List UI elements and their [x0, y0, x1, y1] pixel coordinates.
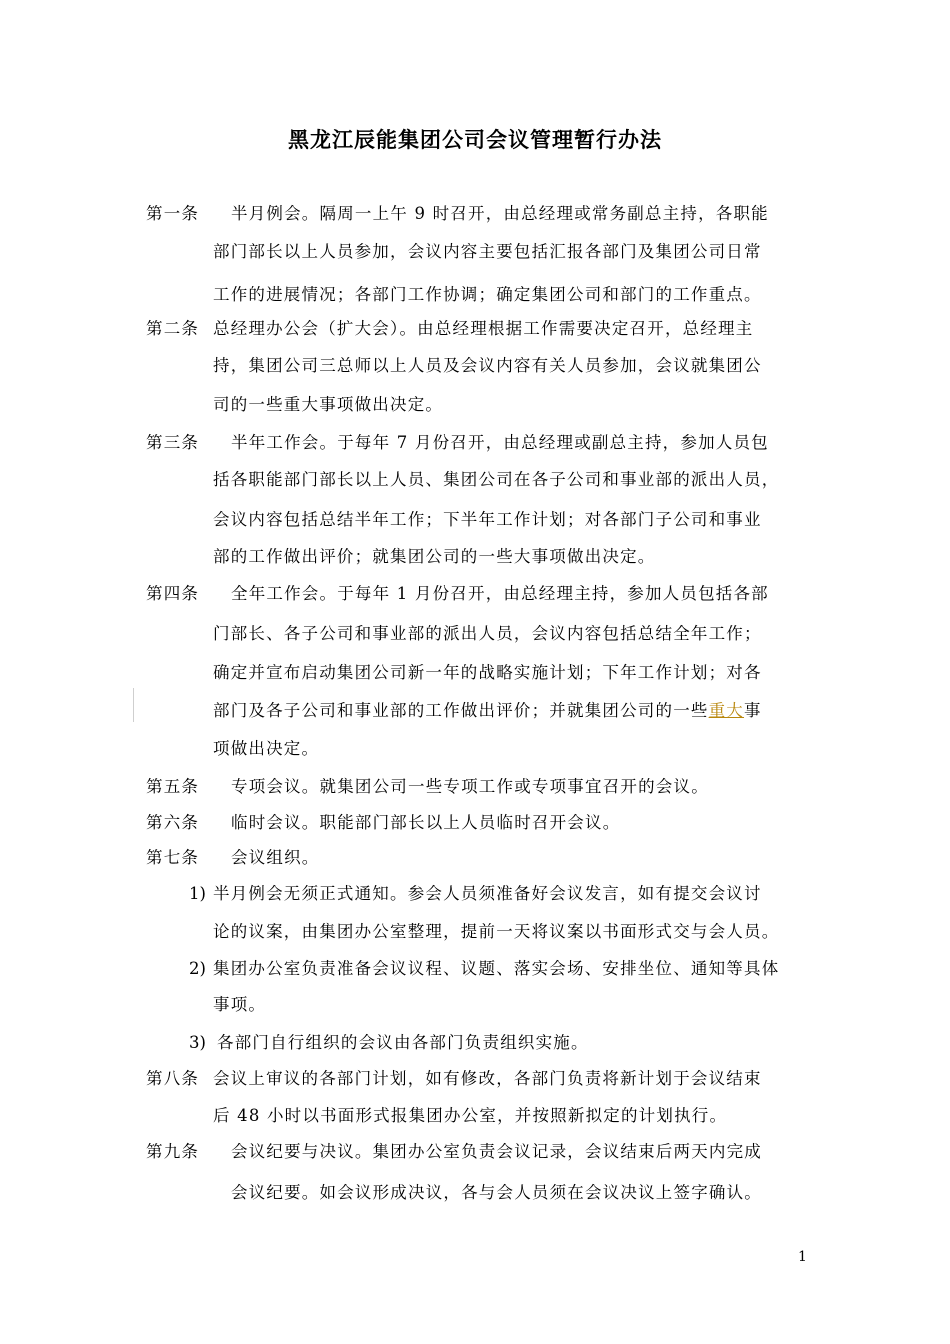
article-line: 门部长、各子公司和事业部的派出人员，会议内容包括总结全年工作；: [213, 624, 762, 643]
article-line: 半月例会。隔周一上午 9 时召开，由总经理或常务副总主持，各职能: [231, 204, 769, 223]
article-label: 第六条: [146, 813, 200, 832]
list-item-line: 集团办公室负责准备会议议程、议题、落实会场、安排坐位、通知等具体: [213, 959, 780, 978]
article-line: 专项会议。就集团公司一些专项工作或专项事宜召开的会议。: [231, 777, 709, 796]
article-line: 会议纪要。如会议形成决议，各与会人员须在会议决议上签字确认。: [231, 1183, 762, 1202]
margin-mark: [133, 688, 134, 722]
article-line: 工作的进展情况；各部门工作协调；确定集团公司和部门的工作重点。: [213, 285, 762, 304]
article-label: 第八条: [146, 1069, 200, 1088]
article-line: 部门部长以上人员参加，会议内容主要包括汇报各部门及集团公司日常: [213, 242, 762, 261]
list-item-line: 论的议案，由集团办公室整理，提前一天将议案以书面形式交与会人员。: [213, 922, 780, 941]
list-item-number: 3): [189, 1033, 206, 1052]
article-line: 司的一些重大事项做出决定。: [213, 395, 444, 414]
page-number: 1: [798, 1249, 807, 1265]
list-item-line: 各部门自行组织的会议由各部门负责组织实施。: [217, 1033, 589, 1052]
article-line: 会议内容包括总结半年工作；下半年工作计划；对各部门子公司和事业: [213, 510, 762, 529]
article-line: 持，集团公司三总师以上人员及会议内容有关人员参加，会议就集团公: [213, 356, 762, 375]
article-label: 第七条: [146, 848, 200, 867]
article-line: 会议上审议的各部门计划，如有修改，各部门负责将新计划于会议结束: [213, 1069, 762, 1088]
article-line: 部的工作做出评价；就集团公司的一些大事项做出决定。: [213, 547, 656, 566]
article-line: 确定并宣布启动集团公司新一年的战略实施计划；下年工作计划；对各: [213, 663, 762, 682]
article-line-tail: 事: [744, 701, 762, 720]
article-line: 项做出决定。: [213, 739, 320, 758]
article-label: 第四条: [146, 584, 200, 603]
highlighted-text: 重大: [708, 701, 745, 720]
article-line: 临时会议。职能部门部长以上人员临时召开会议。: [231, 813, 621, 832]
list-item-line: 半月例会无须正式通知。参会人员须准备好会议发言，如有提交会议讨: [213, 884, 762, 903]
article-label: 第五条: [146, 777, 200, 796]
article-label: 第二条: [146, 319, 200, 338]
list-item-number: 2): [189, 959, 206, 978]
article-line: 半年工作会。于每年 7 月份召开，由总经理或副总主持，参加人员包: [231, 433, 769, 452]
document-title: 黑龙江辰能集团公司会议管理暂行办法: [288, 127, 662, 152]
article-line: 全年工作会。于每年 1 月份召开，由总经理主持，参加人员包括各部: [231, 584, 769, 603]
article-line: 会议组织。: [231, 848, 320, 867]
article-label: 第一条: [146, 204, 200, 223]
list-item-line: 事项。: [213, 995, 267, 1014]
article-line: 总经理办公会（扩大会）。由总经理根据工作需要决定召开，总经理主: [213, 319, 754, 338]
article-line-text: 部门及各子公司和事业部的工作做出评价；并就集团公司的一些: [213, 701, 709, 720]
article-line: 后 48 小时以书面形式报集团办公室，并按照新拟定的计划执行。: [213, 1106, 728, 1125]
article-line: 会议纪要与决议。集团办公室负责会议记录，会议结束后两天内完成: [231, 1142, 762, 1161]
article-label: 第九条: [146, 1142, 200, 1161]
list-item-number: 1): [189, 884, 206, 903]
article-line: 括各职能部门部长以上人员、集团公司在各子公司和事业部的派出人员，: [213, 470, 780, 489]
article-label: 第三条: [146, 433, 200, 452]
article-line: [213, 699, 762, 723]
